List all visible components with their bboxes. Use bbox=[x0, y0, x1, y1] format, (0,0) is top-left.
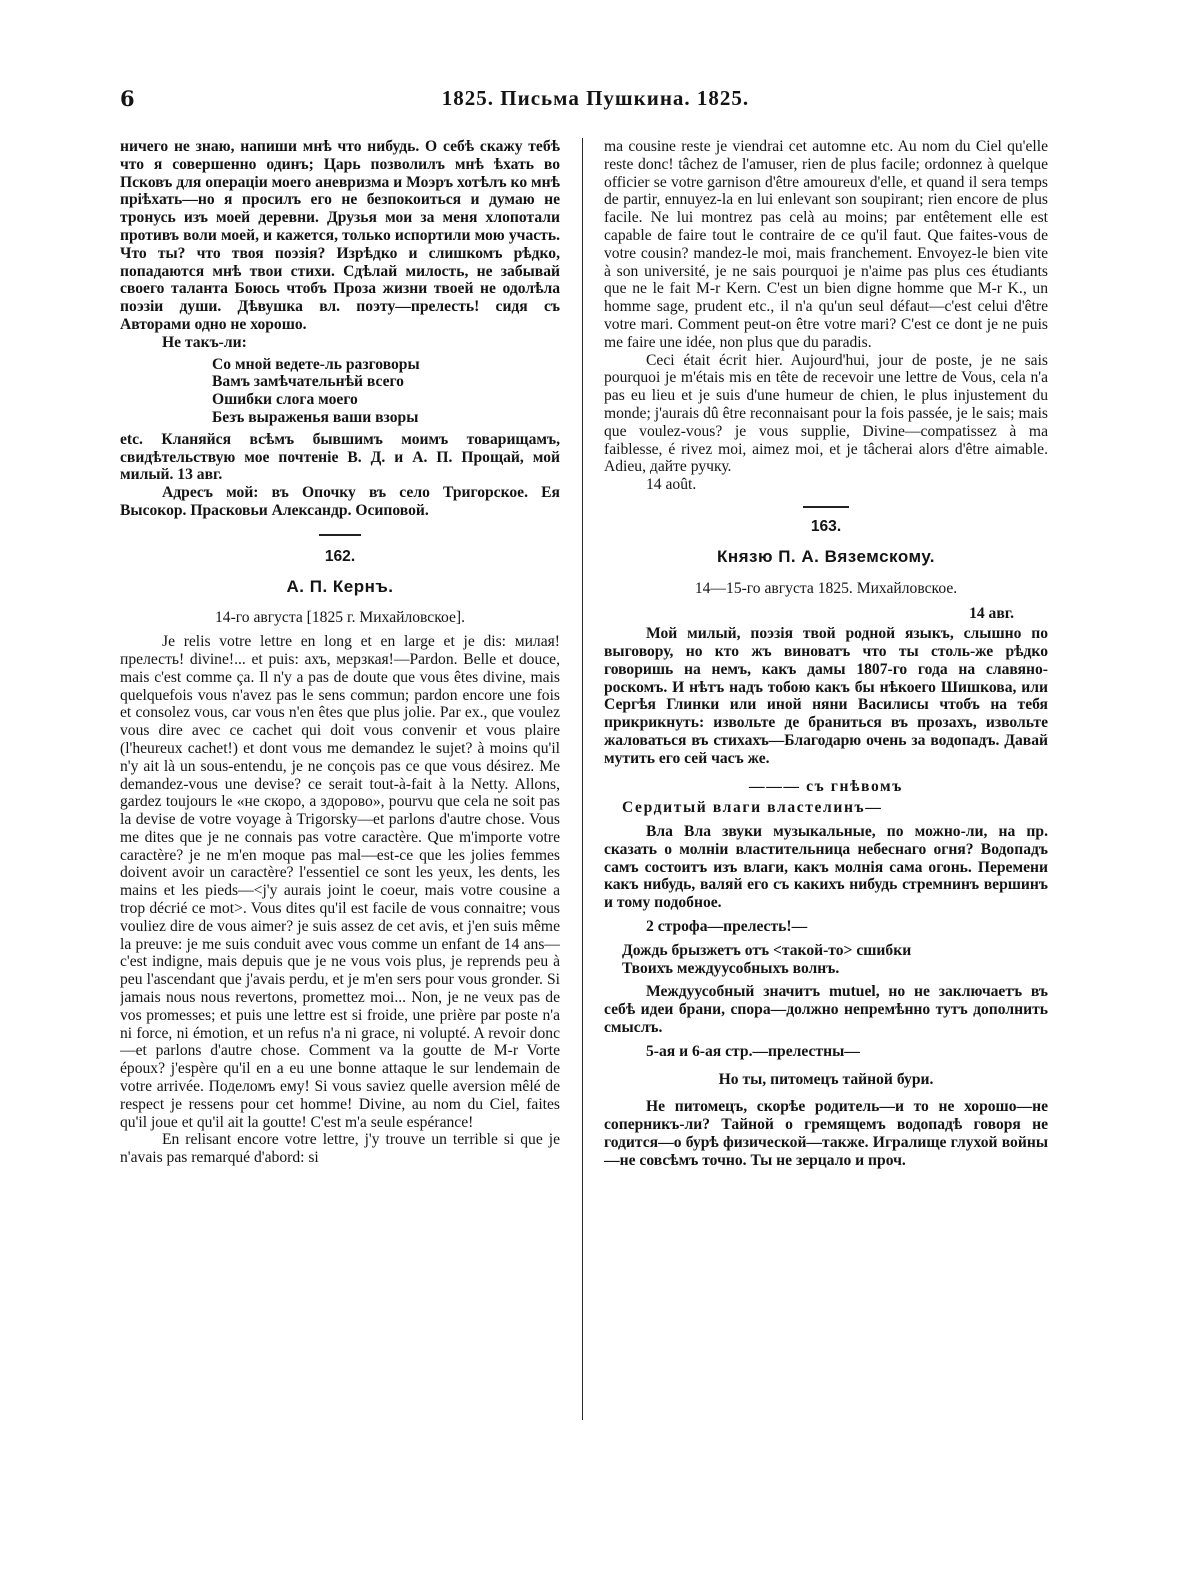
inner-date: 14 авг. bbox=[969, 605, 1014, 623]
continued-letter-text: ничего не знаю, напиши мнѣ что нибудь. О себѣ скажу тебѣ что я совершенно одинъ; Царь позволилъ мнѣ ѣхать во Псковъ для операціи моего аневризма и Моэръ хотѣлъ ко мнѣ пріѣхать—но я просилъ его не безпокоиться и думаю не тронусь изъ моей деревни. Друзья мои за меня хлопотали противъ воли моей, и кажется, только испортили мою участь. Что ты? что твоя поэзія? Изрѣдко и слишкомъ рѣдко, попадаются мнѣ твои стихи. Сдѣлай милость, не забывай своего таланта Боюсь чтобъ Проза жизни твоей не одолѣла поэзіи души. Дѣвушка вл. поэту—прелесть! сидя съ Авторами одно не хорошо. bbox=[120, 138, 560, 333]
letter-number: 162. bbox=[324, 547, 356, 565]
letter-number: 163. bbox=[810, 517, 842, 535]
letter-paragraph: Мой милый, поэзія твой родной языкъ, слышно по выговору, но кто жъ виноватъ что ты столь-же рѣдко говоришь на немъ, какъ дамы 1807-го года на славяно-роскомъ. И нѣтъ надъ тобою какъ бы нѣкоего Шишкова, или Сергѣя Глинки или иной няни Василисы чтобъ на тебя прикрикнуть: извольте де браниться въ прозахъ, извольте жаловаться въ стихахъ—Благодарю очень за водопадъ. Давай мутить его сей часъ же. bbox=[604, 625, 1048, 767]
right-column bbox=[604, 138, 1048, 1528]
verse-line: Безъ выраженья ваши взоры bbox=[212, 408, 419, 426]
running-title: 1825. Письма Пушкина. 1825. bbox=[441, 86, 750, 110]
quoted-verse-line: Твоихъ междуусобныхъ волнъ. bbox=[622, 959, 840, 977]
letter-paragraph: 5-ая и 6-ая стр.—прелестны— bbox=[646, 1042, 860, 1060]
verse-line: Вамъ замѣчательнѣй всего bbox=[212, 373, 404, 391]
section-rule bbox=[319, 534, 361, 536]
after-verse-text: etc. Кланяйся всѣмъ бывшимъ моимъ товарищамъ, свидѣтельствую мое почтеніе В. Д. и А. П. Прощай, мой милый. 13 авг. bbox=[120, 430, 560, 484]
letter-paragraph: Не питомецъ, скорѣе родитель—и то не хорошо—не соперникъ-ли? Тайной о гремящемъ водопадѣ говоря не годится—о бурѣ физической—также. Игралище глухой войны—не совсѣмъ точно. Ты не зерцало и проч. bbox=[604, 1098, 1048, 1169]
quoted-verse-line: Но ты, питомецъ тайной бури. bbox=[718, 1070, 934, 1088]
postal-address: Адресъ мой: въ Опочку въ село Тригорское. Ея Высокор. Прасковьи Александр. Осиповой. bbox=[120, 484, 560, 519]
quoted-verse-line: Дождь брызжетъ отъ <такой-то> сшибки bbox=[622, 941, 912, 959]
letter-date: 14—15-го августа 1825. Михайловское. bbox=[694, 579, 958, 597]
section-rule bbox=[803, 506, 849, 508]
letter-date: 14-го августа [1825 г. Михайловское]. bbox=[214, 609, 466, 627]
verse-lead-in: Не такъ-ли: bbox=[162, 333, 247, 351]
letter-paragraph: En relisant encore votre lettre, j'y trouve un terrible si que je n'avais pas remarqué d'abord: si bbox=[120, 1131, 560, 1167]
running-head bbox=[120, 86, 1071, 120]
continued-letter-text: ma cousine reste je viendrai cet automne etc. Au nom du Ciel qu'elle reste donc! tâchez de l'amuser, rien de plus facile; ordonnez à quelque officier se votre garnison d'être amoureux d'elle, et quand il sera temps de partir, ennuyez-la en lui enlevant son soupirant; rien encore de plus facile. Ne lui montrez pas celà au moins; par entêtement elle est capable de faire tout le contraire de ce qu'il faut. Que faites-vous de votre cousin? mandez-le moi, mais franchement. Envoyez-le bien vite à son université, je ne sais pourquoi je n'aime pas plus ces étudiants que ne le fait M-r Kern. C'est un bien digne homme que M-r K., un homme sage, prudent etc., il n'a qu'un seul défaut—c'est celui d'être votre mari. Comment peut-on être votre mari? C'est ce dont je ne puis me faire une idée, non plus que du paradis. bbox=[604, 138, 1048, 351]
letter-paragraph: Междуусобный значитъ mutuel, но не заключаетъ въ себѣ идеи брани, спора—должно непремѣнно тутъ дополнить смыслъ. bbox=[604, 983, 1048, 1037]
letter-addressee: Князю П. А. Вяземскому. bbox=[716, 546, 936, 566]
verse-block bbox=[212, 356, 560, 427]
left-column bbox=[120, 138, 560, 1528]
letter-paragraph: Je relis votre lettre en long et en large et je dis: милая! прелесть! divine!... et puis: ахъ, мерзкая!—Pardon. Belle et douce, mais c'est comme ça. Il n'y a pas de doute que vous êtes divine, mais quelquefois vous n'avez pas le sens commun; pardon encore une fois et consolez vous, car vous n'en êtes que plus jolie. Par ex., que voulez vous dire avec ce cachet qui doit vous convenir et vous plaire (l'heureux cachet!) et dont vous me demandez le sujet? à moins qu'il n'y ait là un sous-entendu, je ne conçois pas ce que vous désirez. Me demandez-vous une devise? ce serait tout-à-fait à la Netty. Allons, gardez toujours le «не скоро, а здорово», pourvu que cela ne soit pas la devise de votre voyage à Trigorsky—et parlons d'autre chose. Vous me dites que je ne connais pas votre caractère. Que m'importe votre caractère? je ne m'en moque pas mal—est-ce que les jolies femmes doivent avoir un caractère? l'essentiel ce sont les yeux, les dents, les mains et les pieds—<j'y aurais joint le coeur, mais votre cousine a trop décrié ce mot>. Vous dites qu'il est facile de vous connaitre; vous vouliez dire de vous aimer? je suis assez de cet avis, et j'en suis même la preuve: je me suis conduit avec vous comme un enfant de 14 ans—c'est indigne, mais depuis que je ne vous vois plus, je reprends peu à peu l'ascendant que j'avais perdu, et je m'en sers pour vous gronder. Si jamais nous nous revertons, promettez moi... Non, je ne veux pas de vos promesses; et puis une lettre est si froide, une prière par poste n'a ni force, ni émotion, et un refus n'a ni grace, ni volupté. A revoir donc—et parlons d'autre chose. Comment va la goutte de M-r Vorte époux? j'espère qu'il en a eu une bonne attaque le sur lendemain de votre arrivée. Поделомъ ему! Si vous saviez quelle aversion mêlé de respect je ressens pour cet homme! Divine, au nom du Ciel, faites qu'il joue et qu'il ait la goutte! C'est m'a seule espérance! bbox=[120, 633, 560, 1131]
quoted-verse-line: ——— съ гнѣвомъ bbox=[749, 777, 903, 795]
letter-paragraph: Вла Вла звуки музыкальные, по можно-ли, на пр. сказать о молніи властительница небеснаго огня? Водопадъ самъ состоитъ изъ влаги, какъ молнія сама огонь. Перемени какъ нибудь, валяй его съ какихъ нибудь стремнинъ вершинъ и тому подобное. bbox=[604, 823, 1048, 912]
verse-line: Ошибки слога моего bbox=[212, 391, 358, 409]
verse-line: Со мной ведете-ль разговоры bbox=[212, 355, 420, 373]
letter-closing-date: 14 août. bbox=[646, 476, 697, 494]
column-divider bbox=[582, 138, 583, 1420]
letter-paragraph: Ceci était écrit hier. Aujourd'hui, jour de poste, je ne sais pourquoi je m'étais mis en tête de recevoir une lettre de Vous, cela n'a pas eu lieu et je suis d'une humeur de chien, le plus injustement du monde; j'aurais dû être reconnaisant pour la fois passée, je le sais; mais que voulez-vous? je vous supplie, Divine—compatissez à ma faiblesse, é rivez moi, aimez moi, et je tâcherai alors d'être aimable. Adieu, дайте ручку. bbox=[604, 351, 1048, 476]
page-number: 6 bbox=[120, 86, 135, 111]
quoted-verse-line: Сердитый влаги властелинъ— bbox=[622, 799, 883, 817]
letter-addressee: А. П. Кернъ. bbox=[286, 576, 394, 596]
letter-paragraph: 2 строфа—прелесть!— bbox=[646, 918, 808, 936]
